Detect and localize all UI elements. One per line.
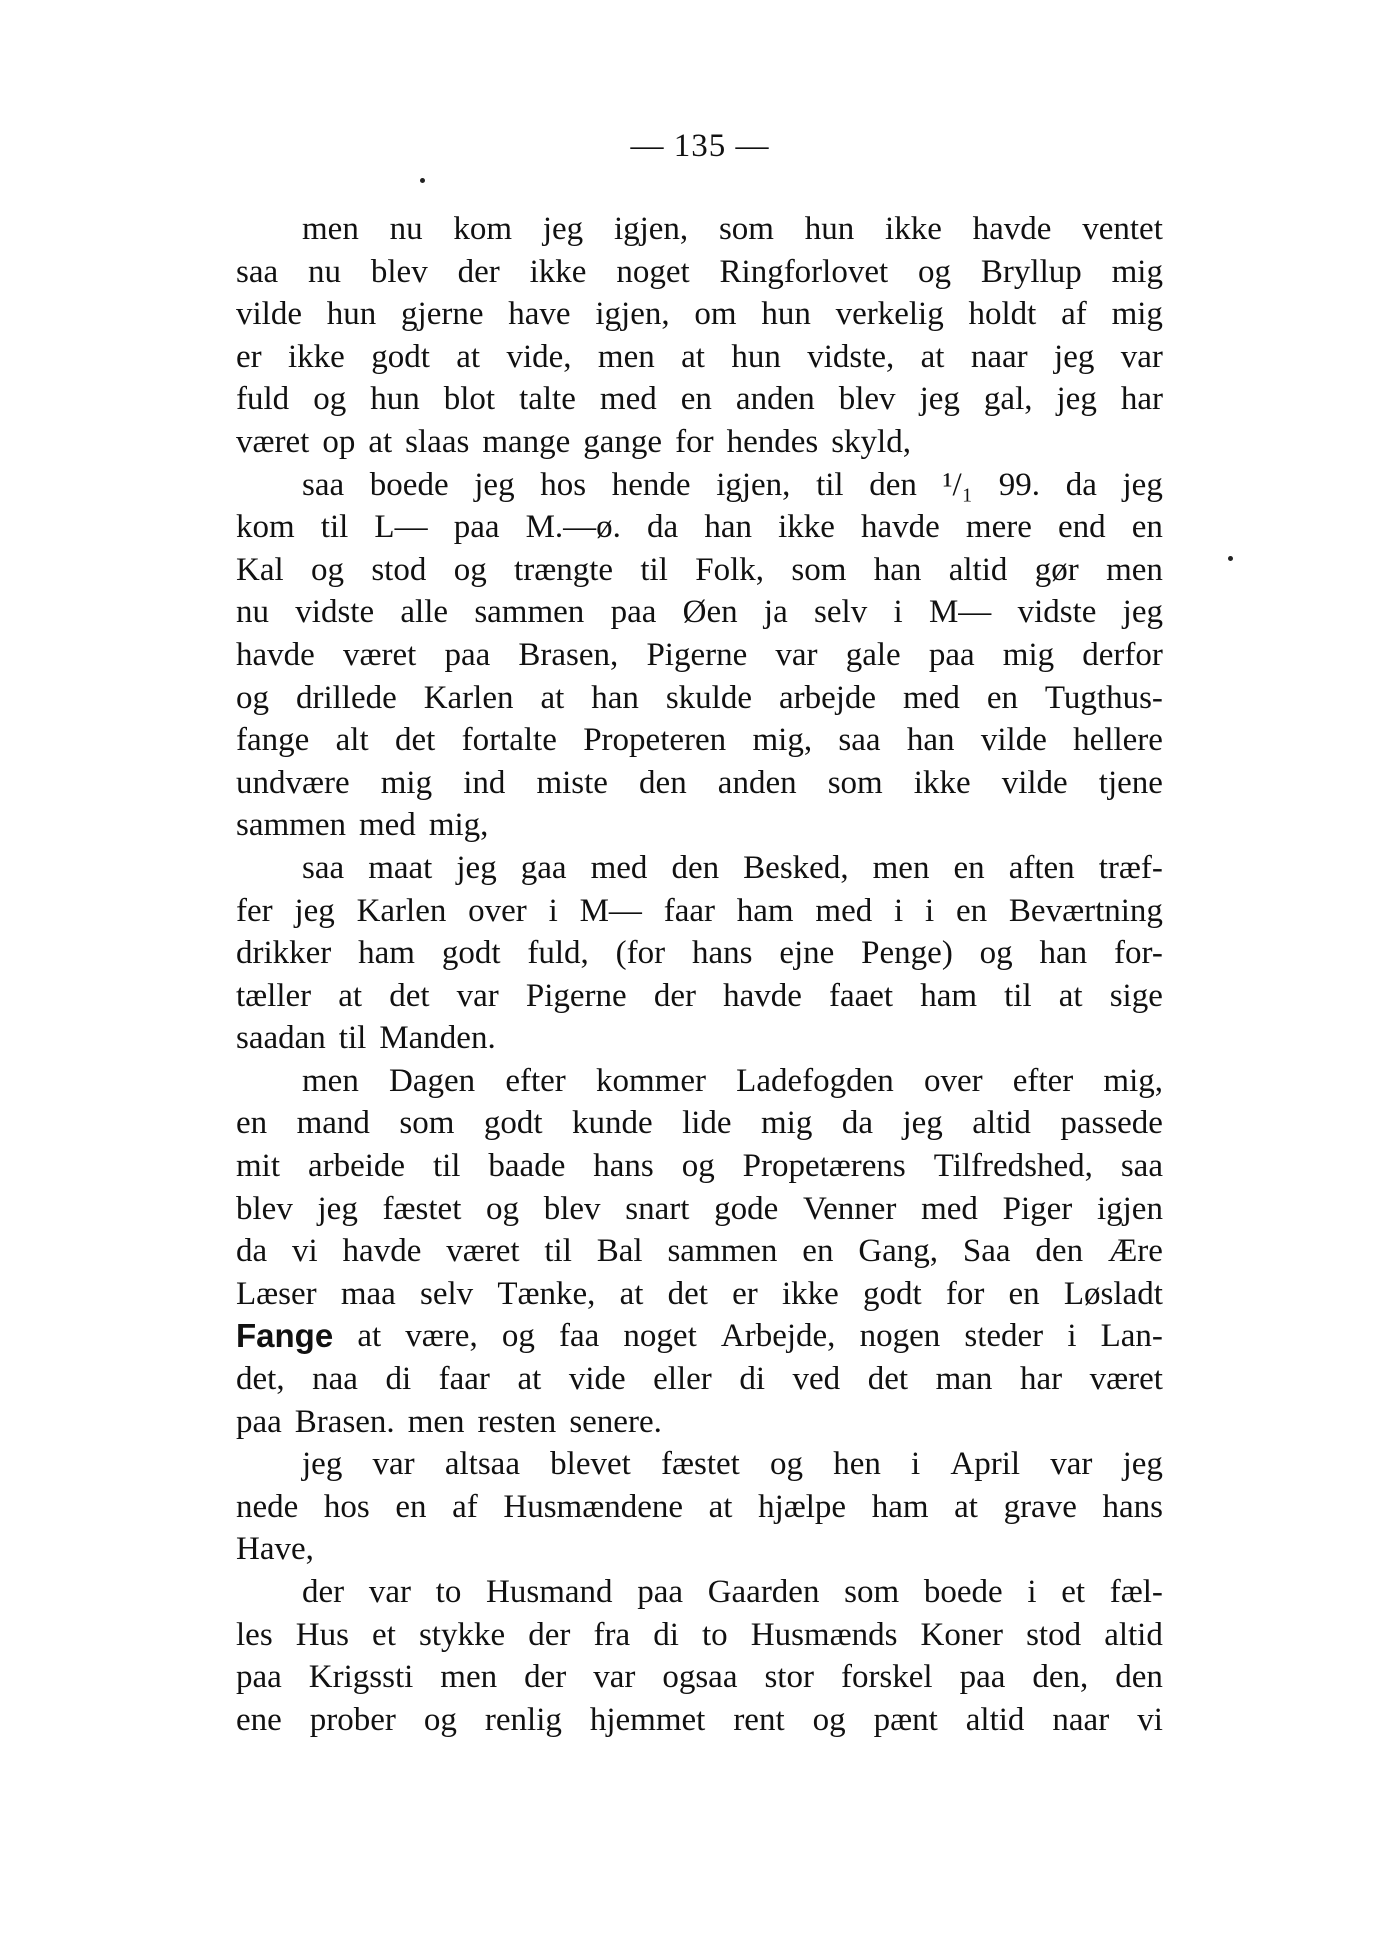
text-line: sammen med mig,	[236, 807, 489, 844]
text-line: saa nu blev der ikke noget Ringforlovet og Bryllup mig	[236, 253, 1163, 290]
text-line: mit arbeide til baade hans og Propetærens Tilfredshed, saa	[236, 1148, 1163, 1185]
text-line: drikker ham godt fuld, (for hans ejne Penge) og han for-	[236, 935, 1163, 972]
text-line: havde været paa Brasen, Pigerne var gale paa mig derfor	[236, 636, 1163, 673]
text-line: er ikke godt at vide, men at hun vidste, at naar jeg var	[236, 338, 1163, 375]
text-line: saa boede jeg hos hende igjen, til den ¹/₁ 99. da jeg	[302, 466, 1163, 503]
text-line: været op at slaas mange gange for hendes skyld,	[236, 423, 911, 460]
text-line: men Dagen efter kommer Ladefogden over efter mig,	[302, 1062, 1163, 1099]
text-line: fange alt det fortalte Propeteren mig, saa han vilde hellere	[236, 722, 1163, 759]
text-line: en mand som godt kunde lide mig da jeg altid passede	[236, 1105, 1163, 1142]
text-line: og drillede Karlen at han skulde arbejde med en Tugthus-	[236, 679, 1163, 716]
text-line: les Hus et stykke der fra di to Husmænds Koner stod altid	[236, 1616, 1163, 1653]
text-line: vilde hun gjerne have igjen, om hun verkelig holdt af mig	[236, 296, 1163, 333]
text-line: kom til L— paa M.—ø. da han ikke havde mere end en	[236, 509, 1163, 546]
text-line: nu vidste alle sammen paa Øen ja selv i M— vidste jeg	[236, 594, 1163, 631]
text-line: men nu kom jeg igjen, som hun ikke havde ventet	[302, 211, 1163, 247]
text-line: saadan til Manden.	[236, 1020, 496, 1057]
text-line: tæller at det var Pigerne der havde faaet ham til at sige	[236, 977, 1163, 1014]
print-speck	[1228, 556, 1233, 561]
text-line: blev jeg fæstet og blev snart gode Venner med Piger igjen	[236, 1190, 1163, 1227]
text-line: fuld og hun blot talte med en anden blev jeg gal, jeg har	[236, 381, 1163, 418]
text-line: saa maat jeg gaa med den Besked, men en aften træf-	[302, 849, 1163, 886]
text-line: paa Krigssti men der var ogsaa stor forskel paa den, den	[236, 1659, 1163, 1696]
text-line: det, naa di faar at vide eller di ved det man har været	[236, 1361, 1163, 1398]
text-line: Have,	[236, 1531, 314, 1568]
body-text	[236, 208, 1163, 1741]
text-line: undvære mig ind miste den anden som ikke vilde tjene	[236, 764, 1163, 801]
text-line: Kal og stod og trængte til Folk, som han altid gør men	[236, 551, 1163, 588]
text-line: der var to Husmand paa Gaarden som boede i et fæl-	[302, 1574, 1163, 1610]
text-line: Fange at være, og faa noget Arbejde, nogen steder i Lan-	[236, 1317, 1163, 1355]
text-line: fer jeg Karlen over i M— faar ham med i i en Beværtning	[236, 892, 1163, 929]
text-line: da vi havde været til Bal sammen en Gang, Saa den Ære	[236, 1233, 1163, 1270]
page-number: — 135 —	[630, 128, 770, 164]
print-speck	[420, 178, 425, 183]
text-line: jeg var altsaa blevet fæstet og hen i April var jeg	[302, 1446, 1163, 1483]
text-line: Læser maa selv Tænke, at det er ikke godt for en Løsladt	[236, 1275, 1163, 1312]
text-line: paa Brasen. men resten senere.	[236, 1403, 662, 1440]
text-line: nede hos en af Husmændene at hjælpe ham at grave hans	[236, 1488, 1163, 1525]
text-line: ene prober og renlig hjemmet rent og pænt altid naar vi	[236, 1701, 1163, 1738]
